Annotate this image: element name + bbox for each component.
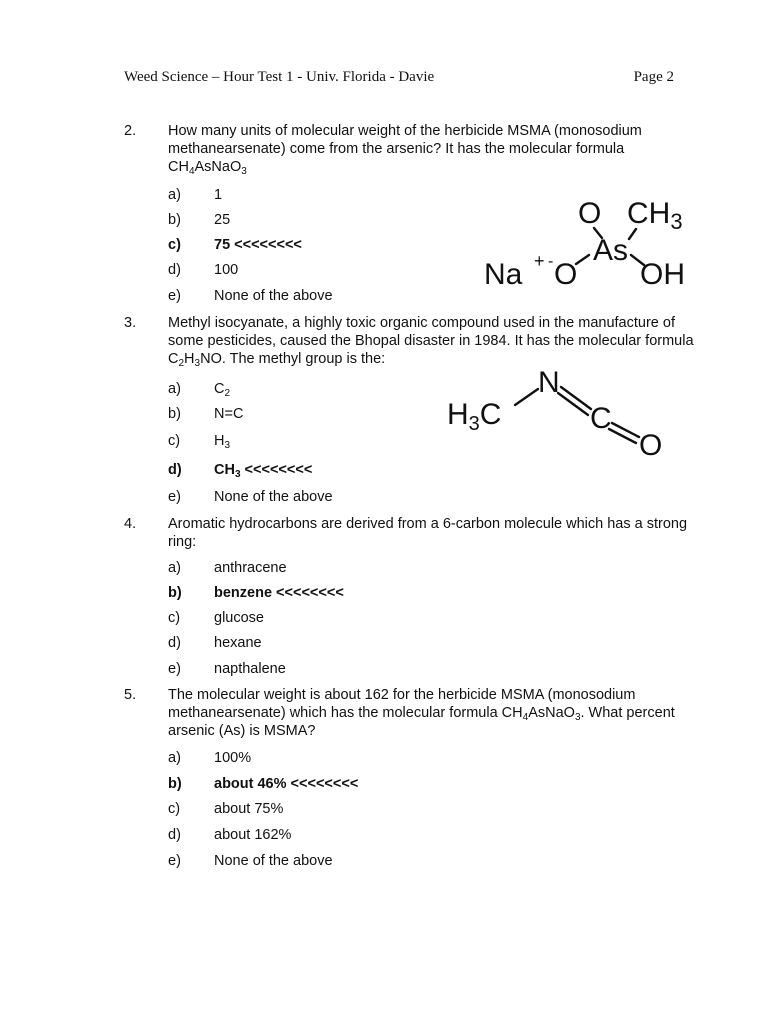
page-header: [124, 69, 674, 86]
question-stem: The molecular weight is about 162 for the herbicide MSMA (monosodium methanearsenate) which has the molecular formula $CH_4AsNaO_3$. What percent arsenic (As) is MSMA?: [168, 687, 675, 739]
minus-charge: -: [548, 253, 554, 270]
question-stem: How many units of molecular weight of the herbicide MSMA (monosodium methanearsenate) come from the arsenic? It has the molecular formula $CH_4AsNaO_3$: [168, 123, 642, 177]
methyl-label: $CH_3$: [627, 197, 683, 234]
nitrogen-label: N: [538, 366, 560, 399]
question-number: 4.: [124, 516, 137, 532]
methyl-isocyanate-structure: [445, 365, 675, 465]
arsenic-label: As: [593, 234, 629, 267]
oxygen-top-label: O: [578, 197, 602, 230]
oxygen-label: O: [639, 429, 663, 462]
isocyanate-bonds: [515, 387, 639, 443]
question-stem: Methyl isocyanate, a highly toxic organic compound used in the manufacture of some pesticides, caused the Bhopal disaster in 1984. It has the molecular formula $C_2H_3NO$. The methyl group is the:: [168, 315, 694, 369]
carbon-label: C: [590, 402, 612, 435]
header-title: Weed Science – Hour Test 1 - Univ. Florida - Davie: [124, 69, 435, 85]
page-number: Page 2: [633, 69, 674, 85]
methyl-carbon-label: $H_3C$: [447, 398, 502, 435]
plus-charge: +: [534, 251, 545, 271]
oxygen-anion-label: O: [554, 258, 578, 290]
hydroxyl-label: OH: [640, 258, 685, 290]
question-number: 3.: [124, 315, 137, 331]
sodium-label: Na: [484, 258, 523, 290]
question-number: 5.: [124, 687, 137, 703]
question-number: 2.: [124, 123, 137, 139]
msma-structure: [478, 190, 703, 290]
question-stem: Aromatic hydrocarbons are derived from a 6-carbon molecule which has a strong ring:: [168, 516, 688, 550]
